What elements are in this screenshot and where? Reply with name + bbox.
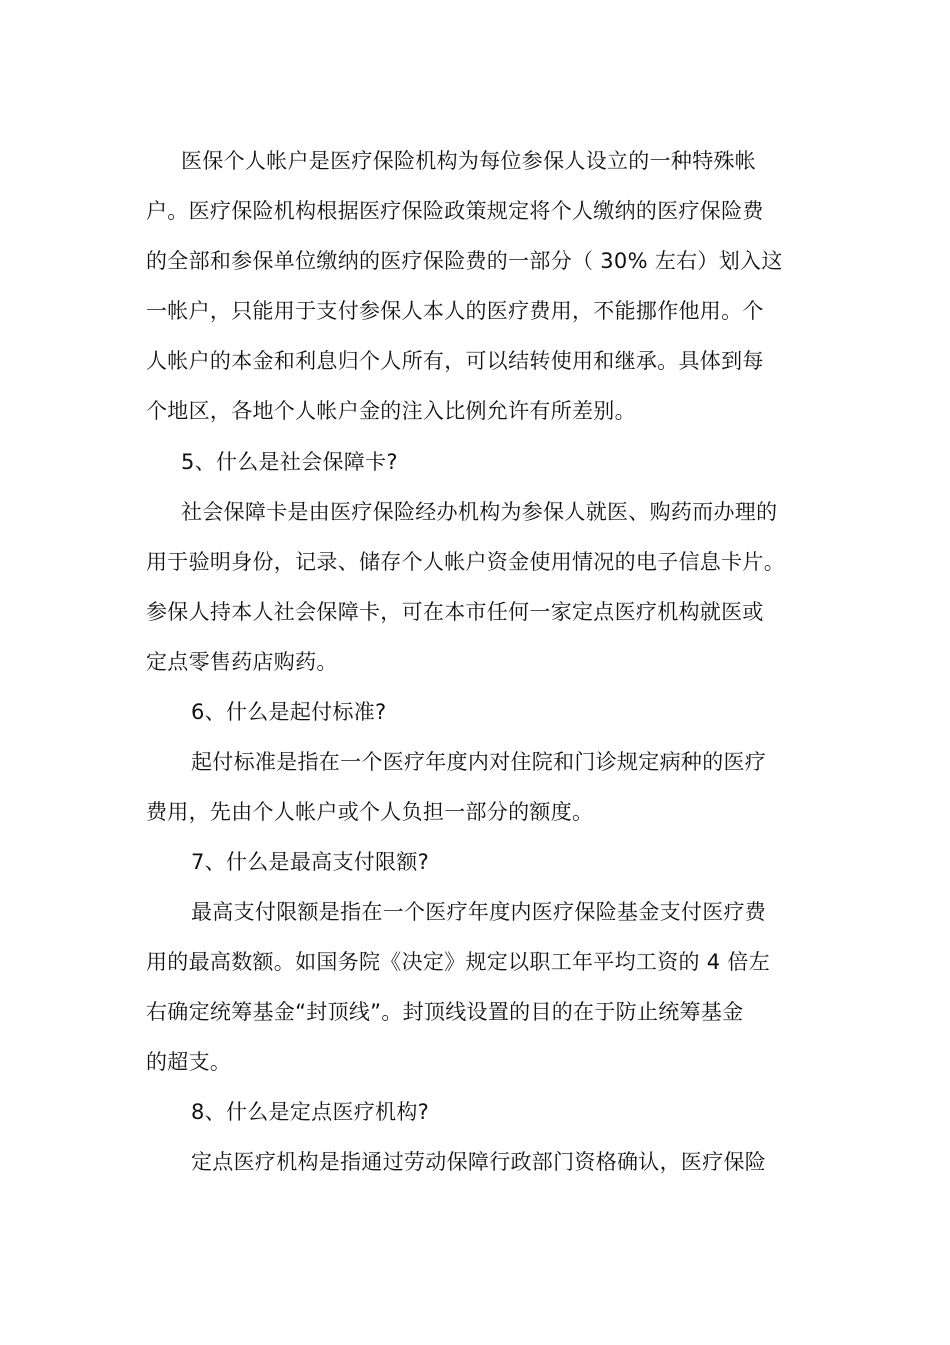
- paragraph-line: 的超支。: [146, 1050, 232, 1074]
- paragraph-line: 个地区，各地个人帐户金的注入比例允许有所差别。: [146, 399, 636, 423]
- paragraph-line: 用的最高数额。如国务院《决定》规定以职工年平均工资的 4 倍左: [146, 950, 771, 974]
- paragraph-line: 最高支付限额是指在一个医疗年度内医疗保险基金支付医疗费: [191, 900, 767, 924]
- paragraph-line: 用于验明身份，记录、储存个人帐户资金使用情况的电子信息卡片。: [146, 550, 785, 574]
- paragraph-line: 定点医疗机构是指通过劳动保障行政部门资格确认，医疗保险: [191, 1150, 767, 1174]
- paragraph-line: 医保个人帐户是医疗保险机构为每位参保人设立的一种特殊帐: [181, 149, 757, 173]
- paragraph-line: 参保人持本人社会保障卡，可在本市任何一家定点医疗机构就医或: [146, 600, 764, 624]
- section-heading: 6、什么是起付标准?: [191, 700, 387, 724]
- paragraph-line: 的全部和参保单位缴纳的医疗保险费的一部分（ 30% 左右）划入这: [146, 249, 783, 273]
- section-heading: 5、什么是社会保障卡?: [181, 450, 398, 474]
- paragraph-line: 一帐户，只能用于支付参保人本人的医疗费用，不能挪作他用。个: [146, 299, 764, 323]
- paragraph-line: 右确定统筹基金“封顶线”。封顶线设置的目的在于防止统筹基金: [146, 1000, 744, 1024]
- paragraph-line: 社会保障卡是由医疗保险经办机构为参保人就医、购药而办理的: [181, 500, 778, 524]
- section-heading: 7、什么是最高支付限额?: [191, 850, 430, 874]
- section-heading: 8、什么是定点医疗机构?: [191, 1100, 430, 1124]
- paragraph-line: 定点零售药店购药。: [146, 650, 338, 674]
- paragraph-line: 起付标准是指在一个医疗年度内对住院和门诊规定病种的医疗: [191, 750, 767, 774]
- paragraph-line: 户。医疗保险机构根据医疗保险政策规定将个人缴纳的医疗保险费: [146, 199, 764, 223]
- paragraph-line: 人帐户的本金和利息归个人所有，可以结转使用和继承。具体到每: [146, 349, 764, 373]
- paragraph-line: 费用，先由个人帐户或个人负担一部分的额度。: [146, 800, 594, 824]
